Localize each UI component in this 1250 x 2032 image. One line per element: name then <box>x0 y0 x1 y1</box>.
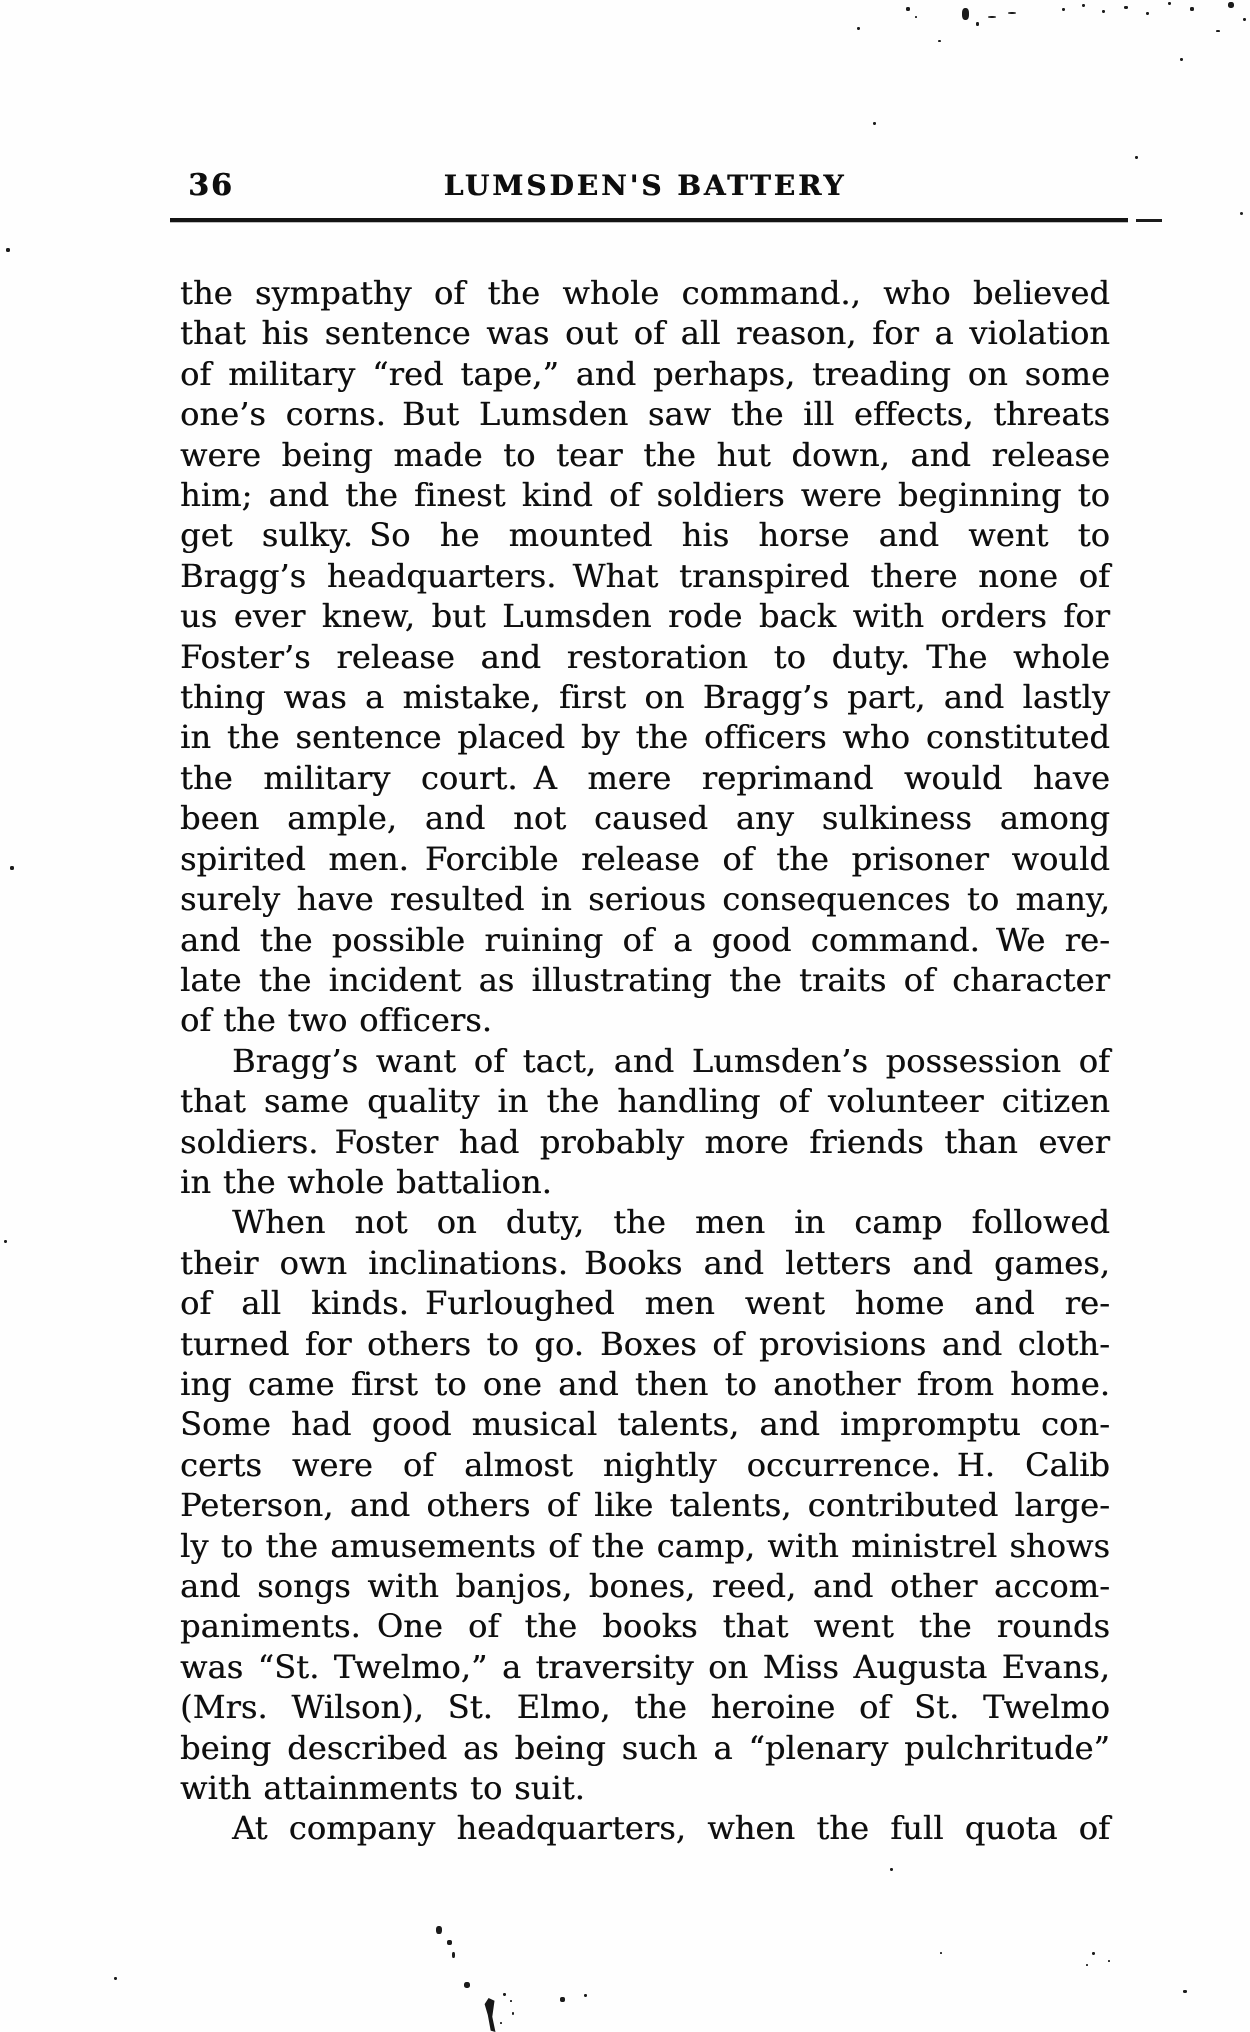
text-line: thing was a mistake, first on Bragg’s part, and lastly <box>180 678 1110 717</box>
text-line: Some had good musical talents, and impromptu con- <box>180 1405 1110 1444</box>
ink-speck <box>1086 1964 1088 1966</box>
ink-speck <box>1108 1960 1110 1962</box>
running-title: LUMSDEN'S BATTERY <box>443 169 847 202</box>
text-line: being described as being such a “plenary pulchritude” <box>180 1728 1110 1767</box>
text-line: were being made to tear the hut down, and release <box>180 435 1110 474</box>
text-line: of the two officers. <box>180 1001 492 1040</box>
ink-speck <box>510 2000 512 2002</box>
text-line: of military “red tape,” and perhaps, treading on some <box>180 354 1110 393</box>
ink-speck <box>500 2022 502 2024</box>
text-line: ly to the amusements of the camp, with ministrel shows <box>180 1526 1110 1565</box>
text-line: Peterson, and others of like talents, contributed large- <box>180 1486 1110 1525</box>
ink-speck <box>6 248 10 252</box>
ink-speck <box>1135 156 1138 159</box>
text-line: that same quality in the handling of volunteer citizen <box>180 1082 1110 1121</box>
text-line: surely have resulted in serious consequences to many, <box>180 880 1110 919</box>
ink-speck <box>1183 1990 1187 1993</box>
ink-speck <box>976 22 979 26</box>
ink-speck <box>503 1993 506 1996</box>
ink-speck <box>1190 7 1194 11</box>
text-line: When not on duty, the men in camp followed <box>232 1203 1110 1242</box>
text-line: in the whole battalion. <box>180 1162 552 1201</box>
ink-speck <box>1216 30 1220 32</box>
ink-speck <box>10 866 14 870</box>
ink-speck <box>436 1926 442 1934</box>
text-line: soldiers. Foster had probably more friends than ever <box>180 1122 1110 1161</box>
text-line: with attainments to suit. <box>180 1769 585 1808</box>
ink-speck <box>1180 58 1183 61</box>
header-rule-dash <box>1136 219 1162 222</box>
ink-speck <box>1008 12 1016 14</box>
ink-speck <box>940 1952 942 1954</box>
ink-speck <box>938 40 941 42</box>
header-rule-dot <box>1240 212 1243 215</box>
ink-speck <box>114 1977 117 1980</box>
text-line: ing came first to one and then to another from home. <box>180 1364 1110 1403</box>
ink-speck <box>1082 4 1085 7</box>
ink-speck <box>1146 12 1149 15</box>
ink-speck <box>1124 6 1128 9</box>
ink-blotch <box>483 1998 499 2032</box>
text-line: Bragg’s headquarters. What transpired there none of <box>180 556 1110 595</box>
ink-speck <box>988 16 996 18</box>
ink-speck <box>890 1868 893 1871</box>
text-line: spirited men. Forcible release of the prisoner would <box>180 839 1110 878</box>
text-line: in the sentence placed by the officers who constituted <box>180 718 1110 757</box>
body-text <box>180 273 1110 1849</box>
header-rule <box>170 218 1128 222</box>
text-line: the sympathy of the whole command., who believed <box>180 274 1110 312</box>
ink-speck <box>452 1952 455 1958</box>
ink-speck <box>1062 8 1065 11</box>
ink-speck <box>857 27 860 30</box>
ink-speck <box>512 2012 514 2015</box>
text-line: and songs with banjos, bones, reed, and other accom- <box>180 1567 1110 1605</box>
ink-speck <box>584 1994 587 1997</box>
ink-speck <box>1168 2 1171 5</box>
text-line: Bragg’s want of tact, and Lumsden’s possession of <box>232 1041 1110 1080</box>
page-number: 36 <box>188 168 234 203</box>
text-line: us ever knew, but Lumsden rode back with orders for <box>180 597 1110 636</box>
ink-speck <box>1092 1952 1095 1955</box>
ink-speck <box>962 8 969 20</box>
ink-speck <box>1102 10 1105 13</box>
ink-speck <box>447 1940 452 1945</box>
text-line: was “St. Twelmo,” a traversity on Miss Augusta Evans, <box>180 1647 1110 1686</box>
text-line: that his sentence was out of all reason, for a violation <box>180 314 1110 353</box>
ink-speck <box>1243 18 1246 21</box>
text-line: him; and the finest kind of soldiers were beginning to <box>180 476 1110 515</box>
text-line: late the incident as illustrating the traits of character <box>180 960 1110 999</box>
ink-speck <box>560 1997 565 2002</box>
page-header <box>180 168 1110 204</box>
text-line: been ample, and not caused any sulkiness among <box>180 799 1110 838</box>
ink-speck <box>915 16 917 18</box>
ink-speck <box>464 1982 470 1988</box>
text-line: the military court. A mere reprimand would have <box>180 758 1110 797</box>
text-line: turned for others to go. Boxes of provisions and cloth- <box>180 1324 1110 1363</box>
text-line: (Mrs. Wilson), St. Elmo, the heroine of St. Twelmo <box>180 1688 1110 1727</box>
ink-speck <box>873 122 876 125</box>
text-line: certs were of almost nightly occurrence. H. Calib <box>180 1445 1110 1484</box>
text-line: one’s corns. But Lumsden saw the ill effects, threats <box>180 395 1110 434</box>
text-line: and the possible ruining of a good command. We re- <box>180 920 1110 959</box>
text-line: paniments. One of the books that went the rounds <box>180 1607 1110 1646</box>
ink-speck <box>1228 2 1234 8</box>
text-line: of all kinds. Furloughed men went home and re- <box>180 1284 1110 1323</box>
text-line: Foster’s release and restoration to duty. The whole <box>180 637 1110 676</box>
text-line: get sulky. So he mounted his horse and went to <box>180 516 1110 555</box>
ink-speck <box>4 1240 7 1243</box>
ink-speck <box>906 7 910 11</box>
text-line: their own inclinations. Books and letters and games, <box>180 1243 1110 1282</box>
text-line: At company headquarters, when the full quota of <box>232 1809 1110 1848</box>
